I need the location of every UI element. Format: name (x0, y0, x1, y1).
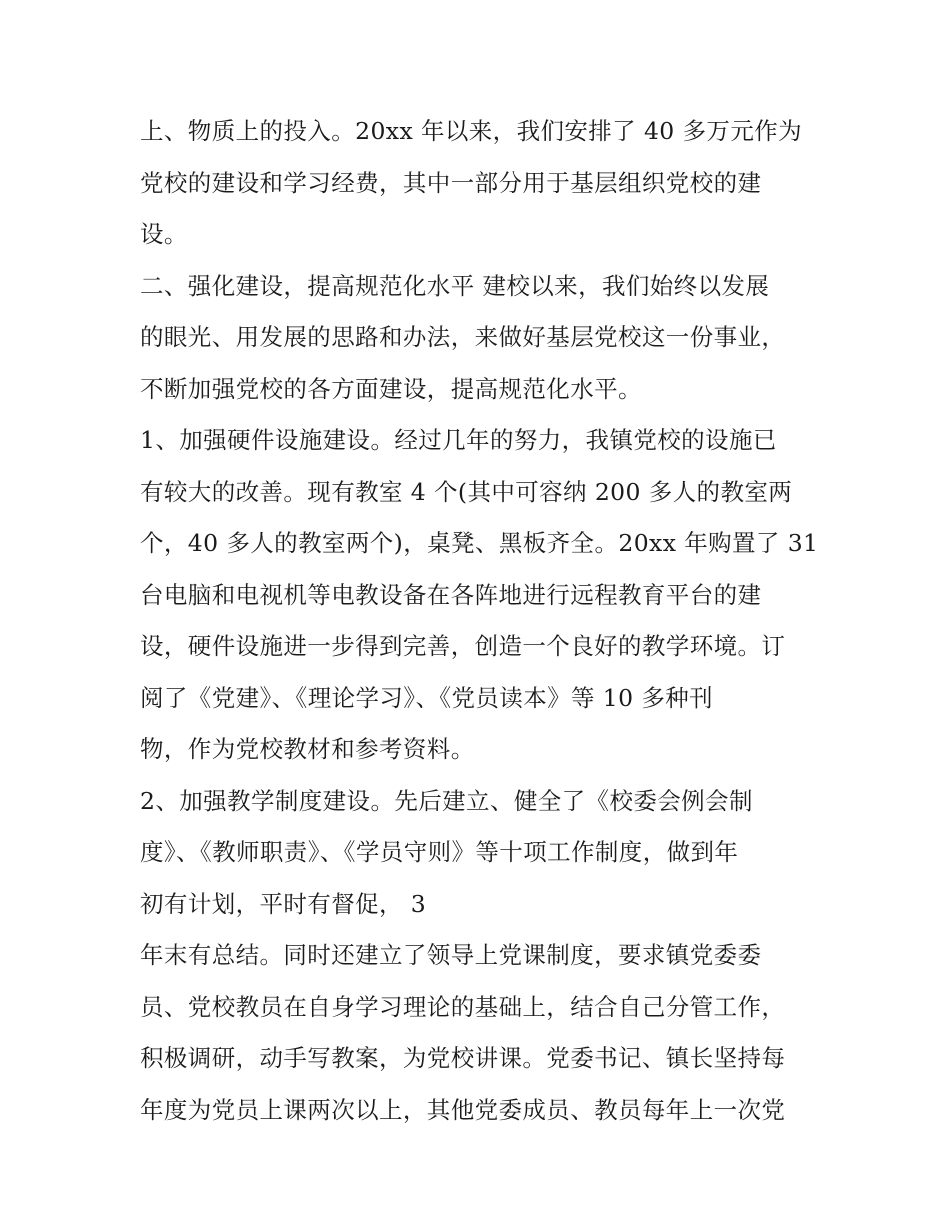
text-line: 台电脑和电视机等电教设备在各阵地进行远程教育平台的建 (140, 580, 762, 609)
text-line: 的眼光、用发展的思路和办法，来做好基层党校这一份事业， (140, 323, 786, 351)
text-line: 度》、《教师职责》、《学员守则》等十项工作制度，做到年 (140, 838, 739, 866)
text-line: 二、强化建设，提高规范化水平 建校以来，我们始终以发展 (140, 271, 770, 300)
text-line: 上、物质上的投入。20xx 年以来，我们安排了 40 多万元作为 (140, 117, 803, 145)
text-line: 党校的建设和学习经费，其中一部分用于基层组织党校的建 (140, 168, 762, 197)
text-line: 有较大的改善。现有教室 4 个(其中可容纳 200 多人的教室两 (140, 477, 793, 506)
text-line: 年末有总结。同时还建立了领导上党课制度，要求镇党委委 (140, 941, 762, 969)
text-line: 2、加强教学制度建设。先后建立、健全了《校委会例会制 (140, 786, 753, 815)
document-body (140, 106, 830, 1136)
text-line: 积极调研，动手写教案，为党校讲课。党委书记、镇长坚持每 (140, 1044, 786, 1072)
text-line: 员、党校教员在自身学习理论的基础上，结合自己分管工作， (140, 992, 786, 1021)
text-line: 1、加强硬件设施建设。经过几年的努力，我镇党校的设施已 (140, 426, 777, 454)
text-line: 设，硬件设施进一步得到完善，创造一个良好的教学环境。订 (140, 632, 786, 660)
text-line: 年度为党员上课两次以上，其他党委成员、教员每年上一次党 (140, 1095, 786, 1124)
text-line: 设。 (140, 220, 188, 248)
text-line: 不断加强党校的各方面建设，提高规范化水平。 (140, 374, 642, 403)
text-line: 个，40 多人的教室两个)，桌凳、黑板齐全。20xx 年购置了 31 (140, 529, 819, 557)
text-line: 初有计划，平时有督促， 3 (140, 889, 427, 918)
text-line: 阅了《党建》、《理论学习》、《党员读本》等 10 多种刊 (140, 683, 714, 712)
text-line: 物，作为党校教材和参考资料。 (140, 735, 475, 763)
